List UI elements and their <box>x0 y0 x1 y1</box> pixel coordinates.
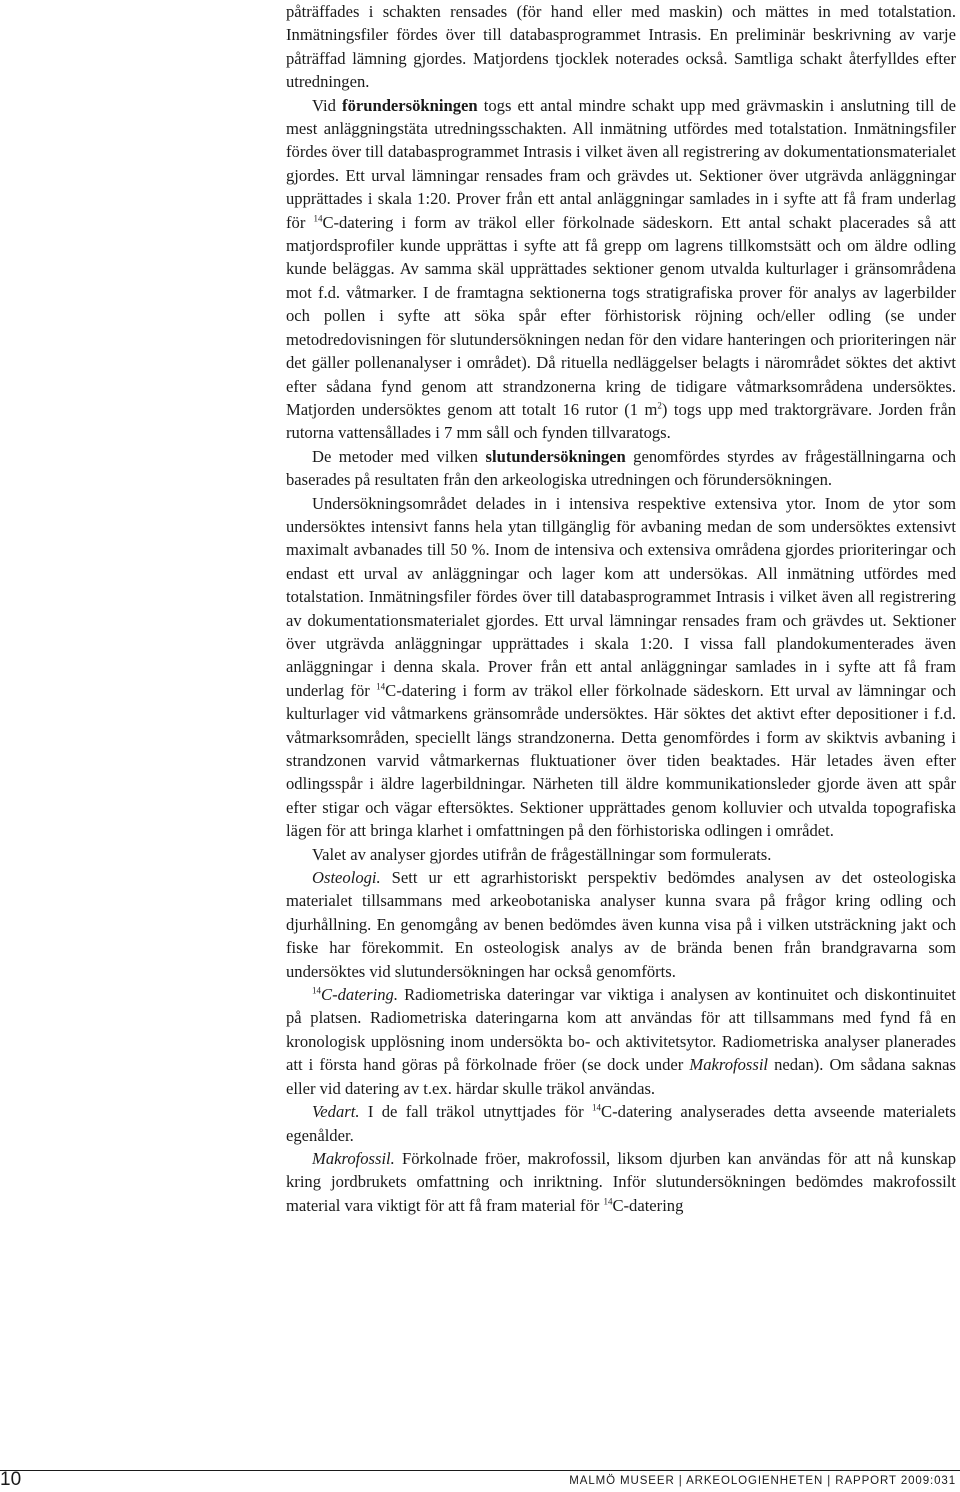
paragraph-c14-datering <box>286 983 956 1100</box>
paragraph-text: C-datering analyserades detta avseende materialets egenålder. <box>286 1102 956 1145</box>
paragraph-text: Vid <box>312 95 343 115</box>
paragraph-text: ) togs upp med traktorgrävare. Jorden från rutorna vattensållades i 7 mm såll och fynden tillvaratogs. <box>286 399 956 443</box>
superscript: 14 <box>376 681 386 692</box>
paragraph-text: C-datering <box>612 1195 684 1215</box>
superscript: 14 <box>603 1196 613 1207</box>
italic-term: Makrofossil <box>689 1055 769 1075</box>
paragraph-utredning <box>286 0 956 94</box>
paragraph-forundersokning <box>286 94 956 445</box>
bold-term: förundersökningen <box>342 95 478 115</box>
paragraph-text: De metoder med vilken <box>312 446 486 466</box>
superscript: 2 <box>657 400 662 411</box>
paragraph-text: Valet av analyser gjordes utifrån de frågeställningar som formulerats. <box>312 844 772 864</box>
paragraph-text: I de fall träkol utnyttjades för <box>359 1102 593 1122</box>
paragraph-text: togs ett antal mindre schakt upp med grävmaskin i anslutning till de mest anläggningstäta utredningsschakten. All inmätning utfördes med totalstation. Inmätningsfiler fördes över till databasprogrammet Intrasis i vilket även all registrering av dokumentationsmaterialet gjordes. Ett urval lämningar rensades fram och grävdes ut. Sektioner över utgrävda anläggningar upprättades i skala 1:20. Prover från ett antal anläggningar samlades in i syfte att få fram underlag för <box>286 95 956 232</box>
superscript: 14 <box>313 213 323 224</box>
superscript: 14 <box>592 1102 602 1113</box>
paragraph-text: Undersökningsområdet delades in i intensiva respektive extensiva ytor. Inom de ytor som undersöktes intensivt fanns hela ytan tillgänglig för avbaning medan de som undersöktes extensivt maximalt avbanades till 50 %. Inom de intensiva och extensiva områdena gjordes prioriteringar och endast ett urval av anläggningar och lager kom att undersökas. All inmätning utfördes med totalstation. Inmätningsfiler fördes över till databasprogrammet Intrasis i vilket även all registrering av dokumentationsmaterialet gjordes. Ett urval lämningar rensades fram och grävdes ut. Sektioner över utgrävda anläggningar upprättades i skala 1:20. I vissa fall plandokumenterades även anläggningar i denna skala. Prover från ett antal anläggningar samlades in i syfte att få fram underlag för <box>286 493 956 700</box>
paragraph-makrofossil <box>286 1147 956 1217</box>
paragraph-text: genomfördes styrdes av frågeställningarna och baserades på resultaten från den arkeologiska utredningen och förundersökningen. <box>286 446 957 490</box>
paragraph-text: Radiometriska dateringar var viktiga i analysen av kontinuitet och diskontinuitet på platsen. Radiometriska dateringarna kom att användas för att tillsammans med fynd få en kronologisk upplösning inom undersökta bo- och aktivitetsytor. Radiometriska analyser planerades att i första hand göras på förkolnade fröer (se dock under <box>286 985 956 1075</box>
section-title: Makrofossil. <box>312 1148 395 1168</box>
superscript: 14 <box>312 985 321 996</box>
paragraph-slutundersokning <box>286 445 956 492</box>
bold-term: slutundersökningen <box>485 446 626 466</box>
body-text <box>286 0 956 1217</box>
section-title: Vedart. <box>312 1102 360 1122</box>
paragraph-text: C-datering i form av träkol eller förkolnade sädeskorn. Ett urval av lämningar och kulturlager vid våtmarkens gränsområde undersöktes. Här söktes det aktivt efter depositioner i f.d. våtmarksområden, speciellt längs strandzonerna. Detta genomfördes i form av skiktvis avbaning i strandzonen varvid våtmarkernas fluktuationer över tiden beaktades. Här letades även efter odlingsspår i äldre lagerbildningar. Närheten till äldre kommunikationsleder gjorde även att spår efter stigar och vägar eftersöktes. Sektioner upprättades genom kolluvier och utvalda topografiska lägen för att bringa klarhet i omfattningen på den förhistoriska odlingen i området. <box>286 680 957 841</box>
paragraph-text: påträffades i schakten rensades (för hand eller med maskin) och mättes in med totalstation. Inmätningsfiler fördes över till databasprogrammet Intrasis. En preliminär beskrivning av varje påträffad lämning gjordes. Matjordens tjocklek noterades också. Samtliga schakt återfylldes efter utredningen. <box>286 2 956 92</box>
section-title: C-datering. <box>321 985 398 1005</box>
paragraph-undersokningsomradet <box>286 492 956 843</box>
paragraph-text: Förkolnade fröer, makrofossil, liksom djurben kan användas för att nå kunskap kring jordbrukets omfattning och inriktning. Inför slutundersökningen bedömdes makrofossilt material vara viktigt för att få fram material för <box>286 1148 956 1215</box>
paragraph-analyser <box>286 843 956 866</box>
paragraph-text: Sett ur ett agrarhistoriskt perspektiv bedömdes analysen av det osteologiska materialet tillsammans med arkeobotaniska analyser kunna svara på frågor kring odling och djurhållning. En genomgång av benen bedömdes även kunna visa på i vilken utsträckning jakt och fiske har förekommit. En osteologisk analys av de brända benen från brandgravarna som undersöktes vid slutundersökningen har också genomförts. <box>286 868 956 981</box>
paragraph-text: C-datering i form av träkol eller förkolnade sädeskorn. Ett antal schakt placerades så att matjordsprofiler kunde upprättas i syfte att få grepp om lagrens tillkomstsätt och om äldre odling kunde beläggas. Av samma skäl upprättades sektioner genom utvalda kulturlager i gränsområdena mot f.d. våtmarker. I de framtagna sektionerna togs stratigrafiska prover för analys av lagerbilder och pollen i syfte att söka spår efter förhistorisk röjning och/eller odling (se under metodredovisningen för slutundersökningen nedan för den vidare hanteringen och prioriteringen när det gäller pollenanalyser i området). Då rituella nedläggelser belagts i närområdet söktes det aktivt efter sådana fynd genom att strandzonerna kring de tidigare våtmarksområdena undersöktes. Matjorden undersöktes genom att totalt 16 rutor (1 m <box>286 212 956 419</box>
page-number: 10 <box>0 1469 22 1490</box>
paragraph-vedart <box>286 1100 956 1147</box>
footer-publication: MALMÖ MUSEER | ARKEOLOGIENHETEN | RAPPORT 2009:031 <box>569 1475 956 1487</box>
paragraph-osteologi <box>286 866 956 983</box>
paragraph-text: nedan). Om sådana saknas eller vid datering av t.ex. härdar skulle träkol användas. <box>286 1055 956 1098</box>
section-title: Osteologi. <box>312 868 381 888</box>
footer-rule <box>0 1470 960 1471</box>
